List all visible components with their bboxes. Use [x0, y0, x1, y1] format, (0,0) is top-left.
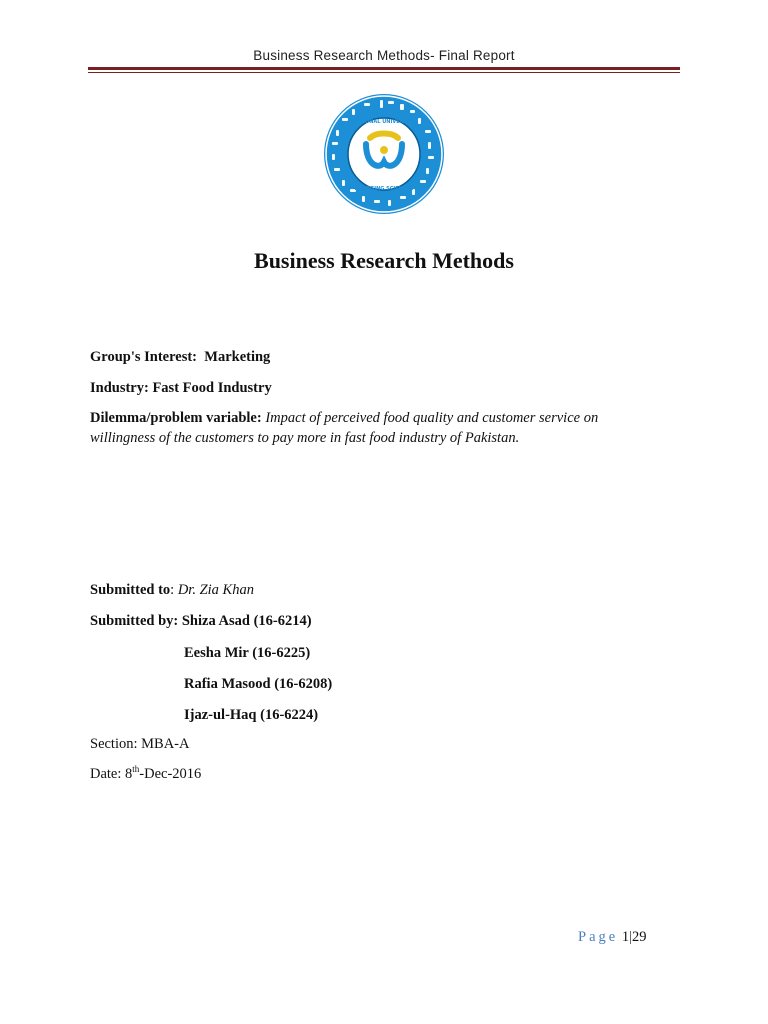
section-line: Section: MBA-A — [90, 736, 190, 752]
document-title: Business Research Methods — [254, 248, 514, 273]
svg-text:NATIONAL UNIVERSITY: NATIONAL UNIVERSITY — [352, 119, 416, 125]
industry-value: Fast Food Industry — [152, 380, 272, 396]
group-interest-line — [90, 349, 270, 366]
university-logo — [322, 92, 446, 216]
member-name: Rafia Masood (16-6208) — [184, 676, 333, 692]
member-name: Ijaz-ul-Haq (16-6224) — [184, 707, 319, 723]
date-line — [90, 766, 201, 783]
page-current: 1 — [621, 929, 630, 945]
running-header: Business Research Methods- Final Report — [253, 48, 515, 63]
svg-text:EMERGING SCIENCES: EMERGING SCIENCES — [354, 186, 414, 192]
interest-label: Group's Interest: — [90, 349, 198, 365]
industry-line — [90, 380, 272, 397]
submitted-to-value: Dr. Zia Khan — [177, 582, 254, 598]
date-suffix: -Dec-2016 — [139, 766, 202, 782]
dilemma-value-continued: willingness of the customers to pay more in fast food industry of Pakistan. — [90, 430, 520, 446]
dilemma-label: Dilemma/problem variable: — [90, 410, 262, 426]
page-separator: | — [629, 929, 632, 945]
date-prefix: Date: 8 — [90, 766, 133, 782]
member-name: Shiza Asad (16-6214) — [181, 613, 312, 629]
page-word: Page — [578, 929, 619, 945]
page-number — [578, 929, 646, 946]
header-rule-thin — [88, 72, 680, 73]
dilemma-line — [90, 410, 598, 427]
industry-label: Industry: — [90, 380, 149, 396]
submitted-to-colon: : — [170, 582, 175, 598]
submitted-to-line — [90, 582, 254, 599]
date-ordinal: th — [132, 764, 140, 774]
submitted-by-line — [90, 613, 312, 630]
member-name: Eesha Mir (16-6225) — [184, 645, 311, 661]
page-total: 29 — [631, 929, 647, 945]
dilemma-value: Impact of perceived food quality and customer service on — [265, 410, 599, 426]
interest-value: Marketing — [204, 349, 271, 365]
submitted-by-label: Submitted by: — [90, 613, 179, 629]
header-rule-thick — [88, 67, 680, 70]
submitted-to-label: Submitted to — [90, 582, 171, 598]
